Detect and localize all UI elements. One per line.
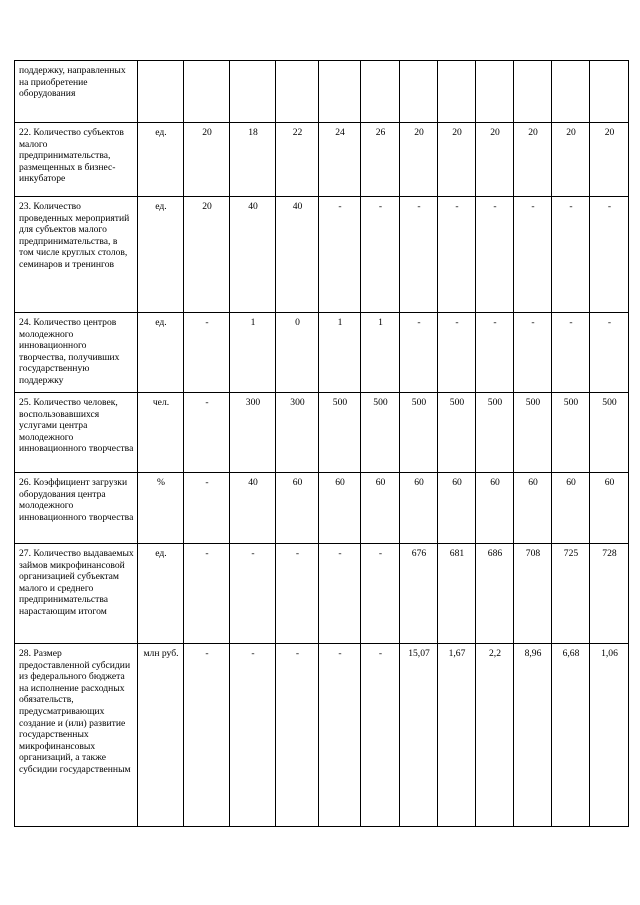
indicator-name: 28. Размер предоставленной субсидии из федерального бюджета на исполнение расходных обязательств, предусматривающих создание и (или) развитие государственных микрофинансовых организаций, а также субсидии государственным [15,644,138,827]
value-cell: - [184,393,230,473]
table-row [15,123,629,197]
value-cell: 1,06 [590,644,629,827]
value-cell: - [276,644,319,827]
unit-cell: млн руб. [138,644,184,827]
value-cell: 20 [184,197,230,313]
indicator-name: 23. Количество проведенных мероприятий для субъектов малого предпринимательства, в том числе круглых столов, семинаров и тренингов [15,197,138,313]
value-cell: 0 [276,313,319,393]
value-cell: 1 [361,313,400,393]
value-cell: 40 [230,197,276,313]
table-row [15,61,629,123]
value-cell: - [476,197,514,313]
value-cell: 500 [514,393,552,473]
value-cell [476,61,514,123]
indicator-name: 27. Количество выдаваемых займов микрофинансовой организацией субъектам малого и среднего предпринимательства нарастающим итогом [15,544,138,644]
value-cell: 20 [400,123,438,197]
value-cell: - [590,197,629,313]
value-cell [552,61,590,123]
value-cell: - [514,313,552,393]
table-row [15,313,629,393]
value-cell [514,61,552,123]
unit-cell: ед. [138,197,184,313]
value-cell: 1 [230,313,276,393]
value-cell: 500 [590,393,629,473]
value-cell: 60 [276,473,319,544]
value-cell: 60 [476,473,514,544]
value-cell: 20 [514,123,552,197]
unit-cell: ед. [138,123,184,197]
unit-cell: % [138,473,184,544]
table-row [15,544,629,644]
table-row [15,473,629,544]
value-cell: 60 [361,473,400,544]
value-cell: 26 [361,123,400,197]
value-cell: - [400,313,438,393]
value-cell: 300 [230,393,276,473]
value-cell [230,61,276,123]
unit-cell: ед. [138,544,184,644]
value-cell: 8,96 [514,644,552,827]
value-cell: - [319,197,361,313]
value-cell: 2,2 [476,644,514,827]
value-cell: 1,67 [438,644,476,827]
value-cell [276,61,319,123]
value-cell: 60 [400,473,438,544]
value-cell: 22 [276,123,319,197]
value-cell: 500 [319,393,361,473]
value-cell: 20 [476,123,514,197]
value-cell: 681 [438,544,476,644]
unit-cell: чел. [138,393,184,473]
value-cell: - [514,197,552,313]
unit-cell [138,61,184,123]
value-cell: 500 [438,393,476,473]
value-cell [319,61,361,123]
value-cell: 500 [400,393,438,473]
value-cell: 500 [476,393,514,473]
value-cell: 686 [476,544,514,644]
value-cell [400,61,438,123]
indicator-name: 24. Количество центров молодежного инновационного творчества, получивших государственную поддержку [15,313,138,393]
value-cell: - [230,544,276,644]
value-cell: - [552,313,590,393]
value-cell: 728 [590,544,629,644]
value-cell: - [438,197,476,313]
indicator-name: 22. Количество субъектов малого предпринимательства, размещенных в бизнес-инкубаторе [15,123,138,197]
value-cell: - [276,544,319,644]
value-cell: - [319,544,361,644]
indicator-name: 25. Количество человек, воспользовавшихся услугами центра молодежного инновационного творчества [15,393,138,473]
value-cell: 20 [552,123,590,197]
value-cell: - [590,313,629,393]
table-row [15,393,629,473]
value-cell: - [476,313,514,393]
value-cell: - [438,313,476,393]
value-cell: - [552,197,590,313]
value-cell [361,61,400,123]
value-cell: 20 [590,123,629,197]
indicator-name: поддержку, направленных на приобретение оборудования [15,61,138,123]
value-cell: 60 [590,473,629,544]
value-cell: - [230,644,276,827]
value-cell: 60 [319,473,361,544]
value-cell: 60 [552,473,590,544]
indicator-name: 26. Коэффициент загрузки оборудования центра молодежного инновационного творчества [15,473,138,544]
value-cell: 300 [276,393,319,473]
unit-cell: ед. [138,313,184,393]
value-cell: - [184,644,230,827]
value-cell: - [184,544,230,644]
value-cell [184,61,230,123]
value-cell: 60 [438,473,476,544]
value-cell: - [361,644,400,827]
value-cell: 40 [276,197,319,313]
value-cell: 15,07 [400,644,438,827]
value-cell: 60 [514,473,552,544]
value-cell: 24 [319,123,361,197]
value-cell: - [361,197,400,313]
indicators-table [14,60,629,827]
value-cell: 40 [230,473,276,544]
value-cell [438,61,476,123]
value-cell: 18 [230,123,276,197]
value-cell: 676 [400,544,438,644]
value-cell [590,61,629,123]
table-body [15,61,629,827]
table-row [15,644,629,827]
value-cell: 1 [319,313,361,393]
value-cell: 725 [552,544,590,644]
value-cell: 20 [184,123,230,197]
value-cell: 708 [514,544,552,644]
value-cell: 20 [438,123,476,197]
value-cell: - [184,473,230,544]
value-cell: - [184,313,230,393]
table-row [15,197,629,313]
value-cell: - [400,197,438,313]
value-cell: - [319,644,361,827]
value-cell: - [361,544,400,644]
value-cell: 6,68 [552,644,590,827]
value-cell: 500 [361,393,400,473]
value-cell: 500 [552,393,590,473]
